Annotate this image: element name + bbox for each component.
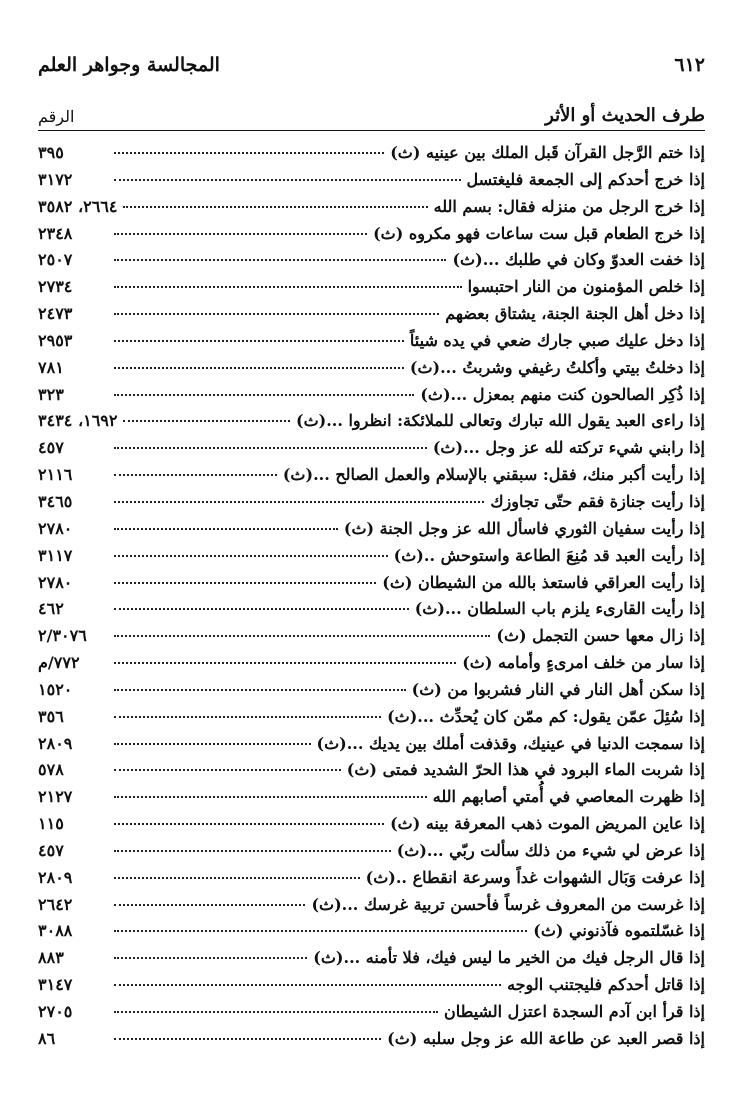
index-entry bbox=[38, 599, 705, 626]
index-entry bbox=[38, 331, 705, 358]
entry-text: إذا رأيت العراقي فاستعذ بالله من الشيطان (ث) bbox=[382, 572, 705, 592]
entry-number: ٧٧٢/م bbox=[38, 653, 80, 673]
leader-dots bbox=[114, 340, 404, 342]
entry-number: ٣١١٧ bbox=[38, 545, 73, 565]
leader-dots bbox=[114, 904, 305, 906]
entry-text: إذا قال الرجل فيك من الخير ما ليس فيك، فلا تأمنه ...(ث) bbox=[313, 948, 705, 968]
index-entry bbox=[38, 170, 705, 197]
index-entry bbox=[38, 573, 705, 600]
index-entry bbox=[38, 841, 705, 868]
index-entry bbox=[38, 787, 705, 814]
entry-number: ٢/٣٠٧٦ bbox=[38, 626, 87, 646]
entry-number: ٢٣٤٨ bbox=[38, 223, 73, 243]
entry-number: ٢٦٦٤، ٣٥٨٢ bbox=[38, 196, 118, 216]
entry-number: ٣٢٣ bbox=[38, 384, 64, 404]
leader-dots bbox=[114, 796, 427, 798]
entry-number: ٢٦٤٢ bbox=[38, 894, 73, 914]
index-entry bbox=[38, 492, 705, 519]
entry-text: إذا خلص المؤمنون من النار احتبسوا bbox=[467, 277, 705, 297]
entry-text: إذا رأيت سفيان الثوري فاسأل الله عز وجل الجنة (ث) bbox=[343, 518, 705, 538]
entry-text: إذا سار من خلف امرىءٍ وأمامه (ث) bbox=[462, 653, 705, 673]
entry-text: إذا غرست من المعروف غرساً فأحسن تربية غرسك ...(ث) bbox=[311, 894, 705, 914]
index-entry bbox=[38, 1029, 705, 1056]
entry-number: ٣٤٦٥ bbox=[38, 491, 73, 511]
entry-number: ٥٧٨ bbox=[38, 760, 64, 780]
entry-number: ٢١١٦ bbox=[38, 465, 73, 485]
index-entry bbox=[38, 760, 705, 787]
leader-dots bbox=[114, 1038, 381, 1040]
leader-dots bbox=[114, 179, 461, 181]
entry-number: ٢٤٧٣ bbox=[38, 304, 73, 324]
index-entry bbox=[38, 868, 705, 895]
leader-dots bbox=[114, 984, 501, 986]
index-entry bbox=[38, 653, 705, 680]
index-entry bbox=[38, 250, 705, 277]
entry-text: إذا خرج الطعام قبل ست ساعات فهو مكروه (ث) bbox=[373, 223, 705, 243]
entry-text: إذا ختم الرَّجل القرآن قَبل الملك بين عينيه (ث) bbox=[390, 143, 705, 162]
entry-text: إذا رأيت أكبر منك، فقل: سبقني بالإسلام والعمل الصالح ...(ث) bbox=[282, 465, 705, 485]
leader-dots bbox=[114, 957, 307, 959]
leader-dots bbox=[114, 474, 277, 476]
entry-number: ٤٥٧ bbox=[38, 840, 64, 860]
index-entry bbox=[38, 975, 705, 1002]
entry-text: إذا خرج الرجل من منزله فقال: بسم الله bbox=[433, 196, 705, 216]
index-entry bbox=[38, 1002, 705, 1029]
leader-dots bbox=[114, 877, 360, 879]
leader-dots bbox=[114, 743, 311, 745]
leader-dots bbox=[123, 206, 427, 208]
leader-dots bbox=[114, 769, 341, 771]
entry-text: إذا سمجت الدنيا في عينيك، وقذفت أملك بين يديك ...(ث) bbox=[316, 733, 705, 753]
index-entry bbox=[38, 546, 705, 573]
entry-number: ٢٨٠٩ bbox=[38, 733, 73, 753]
leader-dots bbox=[114, 528, 338, 530]
leader-dots bbox=[114, 447, 427, 449]
leader-dots bbox=[114, 608, 409, 610]
entry-number: ٢٧٣٤ bbox=[38, 277, 73, 297]
index-entry bbox=[38, 626, 705, 653]
leader-dots bbox=[114, 930, 527, 932]
entry-number: ١٥٢٠ bbox=[38, 679, 73, 699]
entry-text: إذا ظهرت المعاصي في أُمتي أصابهم الله bbox=[432, 787, 705, 807]
entry-text: إذا قاتل أحدكم فليجتنب الوجه bbox=[507, 975, 705, 995]
entry-number: ٢٧٨٠ bbox=[38, 518, 73, 538]
entry-number: ٣١٧٢ bbox=[38, 169, 73, 189]
entry-text: إذا دخلتُ بيتي وأكلتُ رغيفي وشربتُ ...(ث) bbox=[409, 357, 705, 377]
entry-number: ٤٥٧ bbox=[38, 438, 64, 458]
index-entry bbox=[38, 224, 705, 251]
entry-number: ٣٥٦ bbox=[38, 706, 64, 726]
index-entry bbox=[38, 895, 705, 922]
entry-text: إذا خفت العدوّ وكان في طلبك ...(ث) bbox=[452, 250, 705, 270]
leader-dots bbox=[114, 233, 367, 235]
index-entry bbox=[38, 680, 705, 707]
entry-text: إذا قصر العبد عن طاعة الله عز وجل سلبه (ث) bbox=[387, 1028, 705, 1048]
entry-text: إذا زال معها حسن التجمل (ث) bbox=[496, 626, 705, 646]
entry-text: إذا سُئِلَ عمّن يقول: كم ممّن كان يُحدِّث ...(ث) bbox=[387, 706, 705, 726]
entry-text: إذا غسّلتموه فآذنوني (ث) bbox=[533, 921, 705, 941]
leader-dots bbox=[114, 1011, 438, 1013]
entry-text: إذا ذُكِر الصالحون كنت منهم بمعزل ...(ث) bbox=[420, 384, 705, 404]
page-number: ٦١٢ bbox=[674, 54, 705, 76]
leader-dots bbox=[114, 394, 414, 396]
entry-text: إذا رأيت جنازة فقم حتّى تجاوزك bbox=[490, 491, 705, 511]
leader-dots bbox=[114, 635, 490, 637]
entry-number: ٨٦ bbox=[38, 1028, 56, 1048]
leader-dots bbox=[114, 367, 404, 369]
index-entry bbox=[38, 197, 705, 224]
column-text-label: طرف الحديث أو الأثر bbox=[545, 105, 705, 126]
leader-dots bbox=[114, 662, 456, 664]
leader-dots bbox=[114, 850, 391, 852]
entry-text: إذا قرأ ابن آدم السجدة اعتزل الشيطان bbox=[443, 1002, 705, 1021]
leader-dots bbox=[114, 823, 384, 825]
entry-text: إذا رأيت القارىء يلزم باب السلطان ...(ث) bbox=[414, 599, 705, 619]
entry-number: ٨٨٣ bbox=[38, 948, 64, 968]
leader-dots bbox=[123, 420, 290, 422]
index-entry bbox=[38, 948, 705, 975]
entry-number: ٢٨٠٩ bbox=[38, 867, 73, 887]
entry-number: ٢١٢٧ bbox=[38, 787, 73, 807]
entry-text: إذا خرج أحدكم إلى الجمعة فليغتسل bbox=[466, 169, 705, 189]
leader-dots bbox=[114, 689, 406, 691]
leader-dots bbox=[114, 259, 446, 261]
entry-text: إذا عاين المريض الموت ذهب المعرفة بينه (ث) bbox=[390, 814, 705, 834]
entry-text: إذا دخل أهل الجنة الجنة، يشتاق بعضهم bbox=[445, 304, 705, 324]
entry-number: ٤٦٢ bbox=[38, 599, 64, 619]
index-entry bbox=[38, 814, 705, 841]
leader-dots bbox=[114, 152, 384, 154]
entry-text: إذا عرفت وَبَال الشهوات غداً وسرعة انقطاع ..(ث) bbox=[365, 867, 705, 887]
index-entry bbox=[38, 465, 705, 492]
leader-dots bbox=[114, 286, 462, 288]
index-entries bbox=[38, 143, 705, 1056]
index-entry bbox=[38, 519, 705, 546]
entry-text: إذا عرض لي شيء من ذلك سألت ربّي ...(ث) bbox=[396, 840, 705, 860]
entry-number: ٢٥٠٧ bbox=[38, 250, 73, 270]
leader-dots bbox=[114, 501, 484, 503]
running-head bbox=[38, 52, 705, 82]
entry-number: ٧٨١ bbox=[38, 357, 64, 377]
index-entry bbox=[38, 734, 705, 761]
index-entry bbox=[38, 921, 705, 948]
index-entry bbox=[38, 411, 705, 438]
index-entry bbox=[38, 358, 705, 385]
index-entry bbox=[38, 385, 705, 412]
leader-dots bbox=[114, 555, 388, 557]
entry-number: ٢٧٨٠ bbox=[38, 572, 73, 592]
column-header bbox=[38, 90, 705, 131]
index-entry bbox=[38, 438, 705, 465]
entry-number: ٣٩٥ bbox=[38, 143, 64, 162]
column-number-label: الرقم bbox=[38, 107, 75, 126]
entry-number: ٢٩٥٣ bbox=[38, 330, 73, 350]
entry-number: ١١٥ bbox=[38, 814, 64, 834]
leader-dots bbox=[114, 313, 439, 315]
entry-number: ١٦٩٢، ٣٤٣٤ bbox=[38, 411, 118, 431]
entry-text: إذا راءى العبد يقول الله تبارك وتعالى للملائكة: انظروا ...(ث) bbox=[296, 411, 705, 431]
entry-text: إذا سكن أهل النار في النار فشربوا من (ث) bbox=[411, 679, 705, 699]
entry-text: إذا رابني شيء تركته لله عز وجل ...(ث) bbox=[432, 438, 705, 458]
book-title: المجالسة وجواهر العلم bbox=[38, 54, 220, 76]
leader-dots bbox=[114, 582, 376, 584]
entry-text: إذا شربت الماء البرود في هذا الحرّ الشديد فمتى (ث) bbox=[346, 760, 705, 780]
index-entry bbox=[38, 707, 705, 734]
leader-dots bbox=[114, 716, 381, 718]
index-entry bbox=[38, 277, 705, 304]
entry-number: ٢٧٠٥ bbox=[38, 1002, 73, 1021]
index-entry bbox=[38, 143, 705, 170]
entry-number: ٣٠٨٨ bbox=[38, 921, 73, 941]
entry-number: ٣١٤٧ bbox=[38, 975, 73, 995]
entry-text: إذا دخل عليك صبي جارك ضعي في يده شيئاً bbox=[409, 330, 705, 350]
entry-text: إذا رأيت العبد قد مُنِعَ الطاعة واستوحش ..(ث) bbox=[393, 545, 705, 565]
index-entry bbox=[38, 304, 705, 331]
